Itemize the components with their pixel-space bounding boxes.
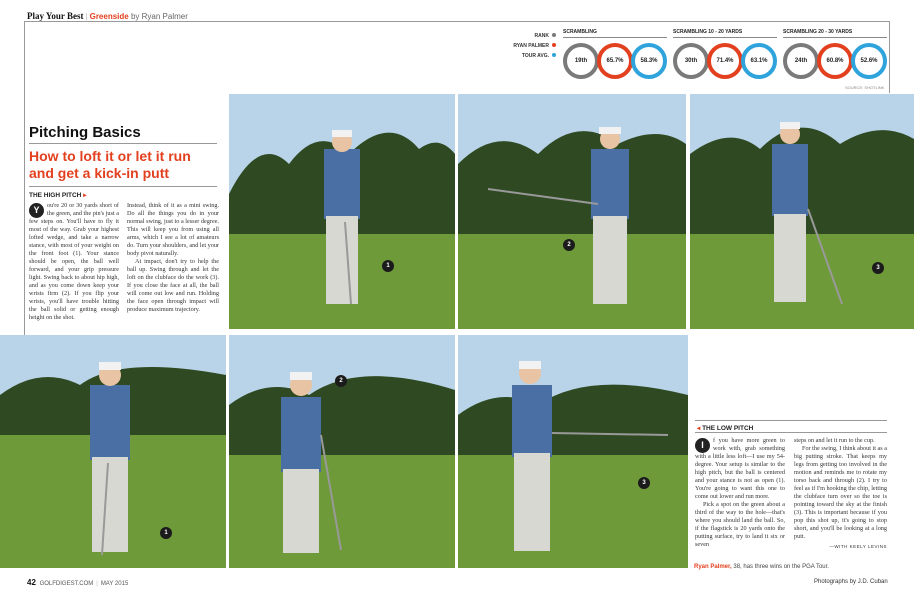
divider [695, 432, 887, 433]
stat-group-10-20 [673, 29, 777, 79]
rank-ring: 24th [783, 43, 819, 79]
step-badge: 2 [563, 239, 575, 251]
stat-title: SCRAMBLING [563, 29, 667, 38]
divider [695, 420, 887, 421]
page-number: 42 [27, 578, 36, 587]
article-title: Pitching Basics [29, 124, 141, 141]
legend-tour: TOUR AVG. [490, 51, 556, 61]
tour-ring: 58.3% [631, 43, 667, 79]
low-pitch-column-2: steps on and let it run to the cup. For the swing, I think about it as a big putting stroke. That keeps my legs from getting too involved in the motion and reminds me to rotate my torso back and through (2). I try to feel as if I'm hooking the chip, letting the clubface turn over so the toe is pointing toward the sky at the finish (3). This is important because if you pop this shot up, it's going to stop short, and you'll be looking at a long putt. —WITH KEELY LEVINS [794, 437, 887, 549]
low-pitch-heading: ◂ THE LOW PITCH [697, 425, 754, 432]
department-name: Greenside [89, 12, 129, 21]
step-badge: 1 [160, 527, 172, 539]
stats-source: SOURCE: SHOTLINK [845, 85, 885, 90]
page-footer: 42 GOLFDIGEST.COM | MAY 2015 [27, 578, 129, 587]
palmer-ring: 71.4% [707, 43, 743, 79]
stat-group-scrambling [563, 29, 667, 79]
photo-high-pitch-finish [690, 94, 914, 329]
divider [29, 143, 217, 144]
palmer-ring: 60.8% [817, 43, 853, 79]
low-pitch-column-1: I f you have more green to work with, grab something with a little less loft—I use my 54-degree. Your setup is similar to the high pitch, but the ball is centered and your stance is not as open (1). You're going to want this one to come out lower and run more. Pick a spot on the green about a third of the way to the hole—that's where you should land the ball. So, if the flagstick is 20 yards onto the putting surface, try to land it six or seven [695, 437, 785, 548]
photo-high-pitch-backswing [458, 94, 686, 329]
issue-date: MAY 2015 [100, 581, 129, 587]
section-name: Play Your Best [27, 11, 84, 21]
tour-ring: 52.6% [851, 43, 887, 79]
high-pitch-heading: THE HIGH PITCH ▸ [29, 192, 87, 199]
tour-ring: 63.1% [741, 43, 777, 79]
legend-rank: RANK [490, 31, 556, 41]
article-subtitle: How to loft it or let it run and get a kick-in putt [29, 148, 191, 181]
stat-title: SCRAMBLING 10 - 20 YARDS [673, 29, 777, 38]
dropcap: I [695, 438, 710, 453]
photo-low-pitch-finish [458, 335, 688, 568]
stat-group-20-30 [783, 29, 887, 79]
high-pitch-column-1: Y ou're 20 or 30 yards short of the green, and the pin's just a few steps on. You'll have to fly it most of the way. Grab your highest lofted wedge, and take a narrow stance, with most of your weight on the front foot (1). Your stance should be open, the ball well forward, and your grip pressure light. Swing back to about hip high, and as you come down keep your wrists firm (2). If you flip your wrists, you'll have trouble hitting the ball solid or getting enough height on the shot. [29, 202, 119, 321]
step-badge: 1 [382, 260, 394, 272]
stats-legend [490, 31, 556, 61]
legend-palmer: RYAN PALMER [490, 41, 556, 51]
rank-ring: 19th [563, 43, 599, 79]
site-url: GOLFDIGEST.COM [39, 581, 94, 587]
byline: by Ryan Palmer [130, 12, 188, 21]
step-badge: 3 [638, 477, 650, 489]
photo-low-pitch-backswing [229, 335, 455, 568]
photo-low-pitch-setup [0, 335, 226, 568]
photo-high-pitch-setup [229, 94, 455, 329]
divider [29, 186, 217, 187]
step-badge: 2 [335, 375, 347, 387]
step-badge: 3 [872, 262, 884, 274]
stat-title: SCRAMBLING 20 - 30 YARDS [783, 29, 887, 38]
palmer-ring: 65.7% [597, 43, 633, 79]
dropcap: Y [29, 203, 44, 218]
author-bio: Ryan Palmer, 38, has three wins on the PGA Tour. [694, 564, 829, 570]
high-pitch-column-2: Instead, think of it as a mini swing. Do all the things you do in your normal swing, just to a lesser degree. This will keep you from using all arms, which I see a lot of amateurs do. Turn your shoulders, and let your body pivot naturally. At impact, don't try to help the ball up. Swing through and let the loft on the clubface do the work (3). If you close the face at all, the ball will come out low and run. Holding the face open through impact will produce maximum trajectory. [127, 202, 219, 313]
photo-credit: Photographs by J.D. Cuban [814, 579, 888, 585]
running-header: Play Your Best | Greenside by Ryan Palmer [27, 11, 188, 21]
writer-credit: —WITH KEELY LEVINS [829, 544, 887, 549]
rank-ring: 30th [673, 43, 709, 79]
frame-left-border [24, 21, 25, 338]
